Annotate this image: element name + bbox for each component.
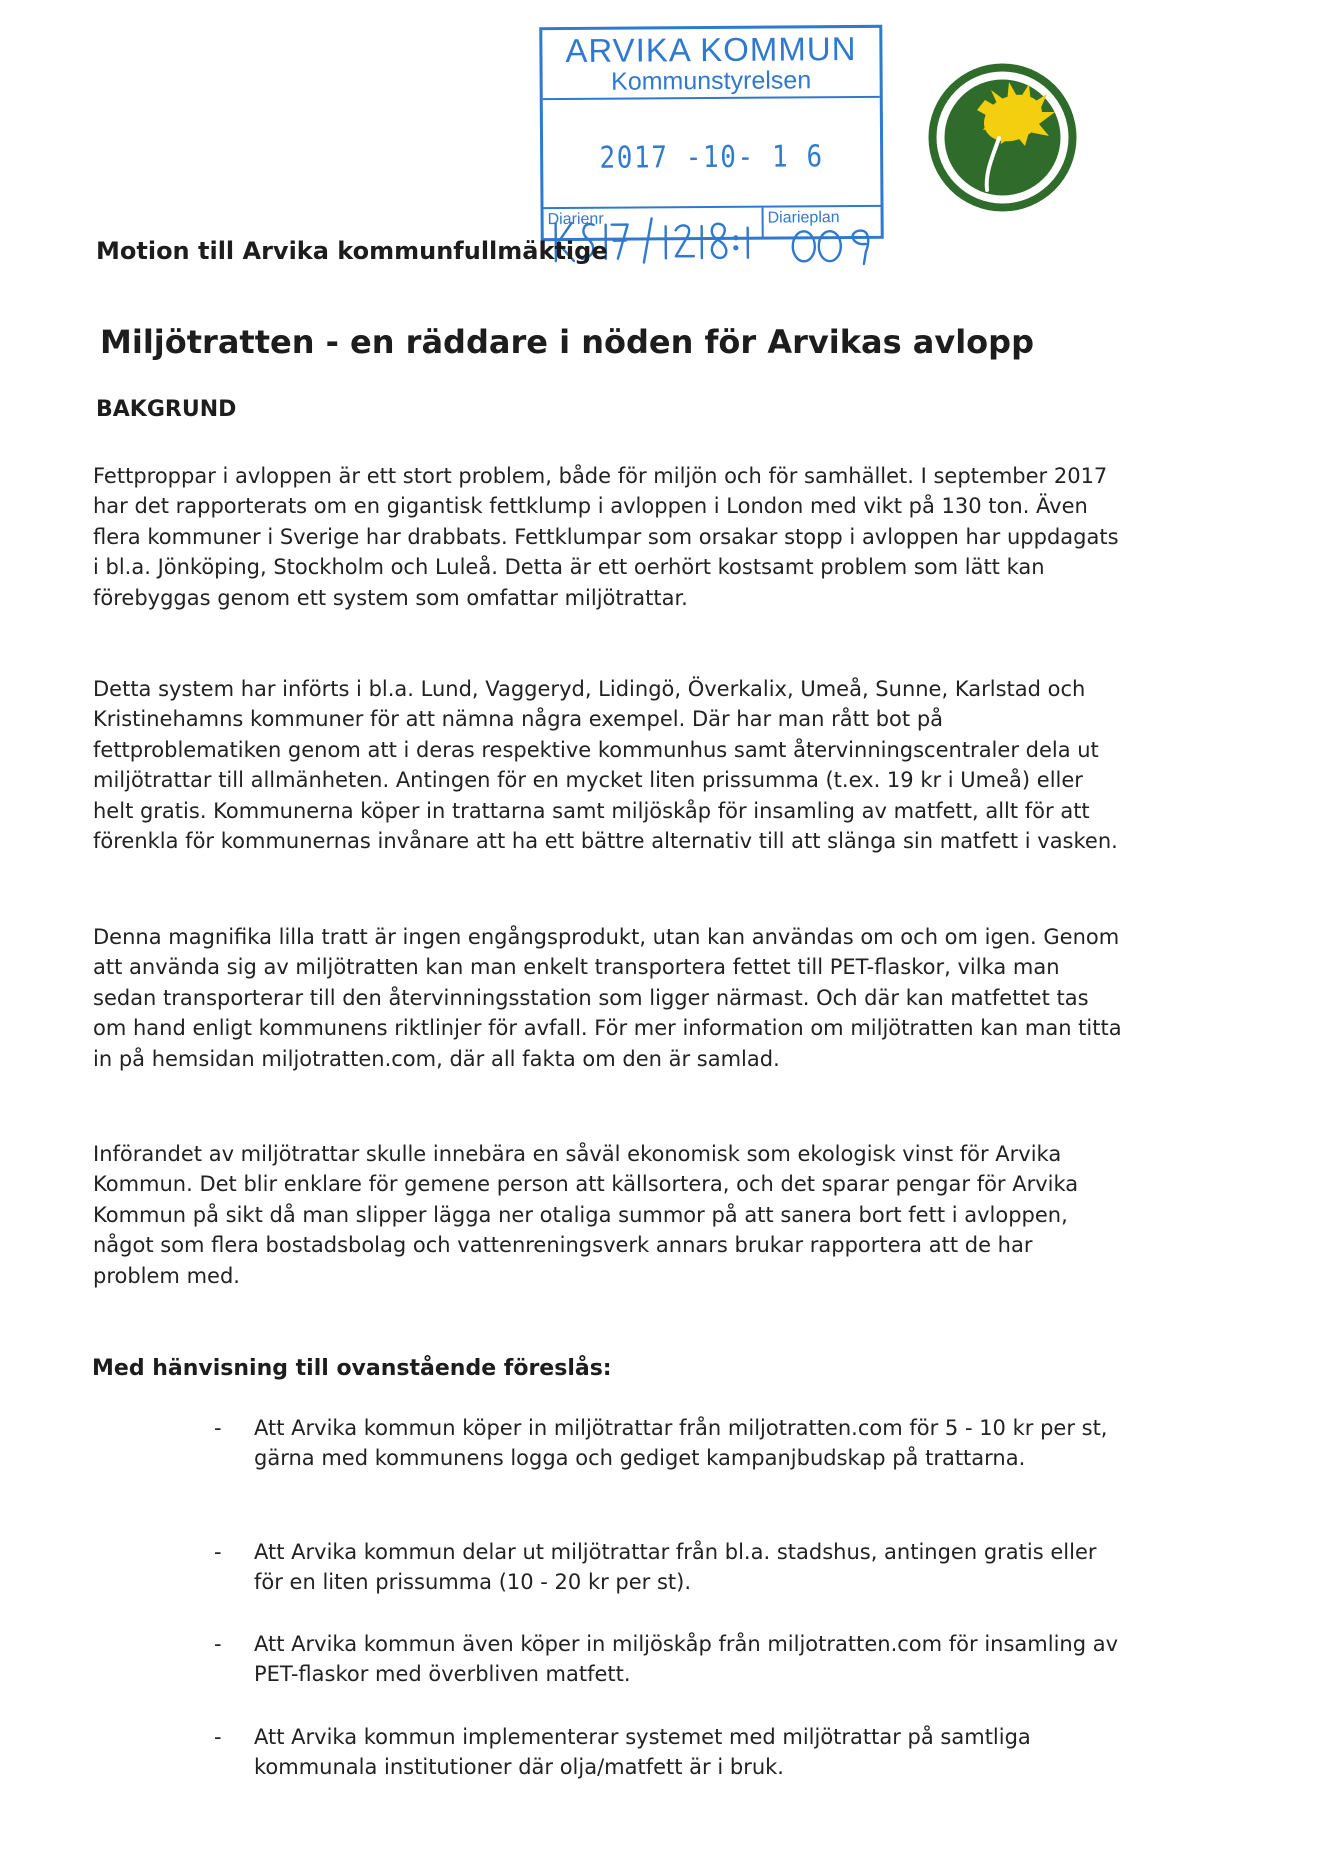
proposal-text: Att Arvika kommun delar ut miljötrattar från bl.a. stadshus, antingen gratis eller för en liten prissumma (10 - 20 kr per st).: [254, 1540, 1097, 1595]
body-paragraph: Denna magnifika lilla tratt är ingen engångsprodukt, utan kan användas om och om igen. Genom att använda sig av miljötratten kan man enkelt transportera fettet till PET-flaskor, vilka man sedan transporterar till den återvinningsstation som ligger närmast. Och där kan matfettet tas om hand enligt kommunens riktlinjer för avfall. För mer information om miljötratten kan man titta in på hemsidan miljotratten.com, där all fakta om den är samlad.: [93, 925, 1122, 1071]
motion-heading: Motion till Arvika kommunfullmäktige: [96, 237, 608, 265]
proposal-text: Att Arvika kommun även köper in miljöskåp från miljotratten.com för insamling av PET-flaskor med överbliven matfett.: [254, 1632, 1119, 1687]
bullet-dash: -: [214, 1725, 222, 1749]
stamp-divider: [543, 96, 880, 100]
stamp-department: Kommunstyrelsen: [610, 66, 812, 96]
registry-stamp: [539, 25, 883, 241]
body-paragraph: Införandet av miljötrattar skulle innebära en såväl ekonomisk som ekologisk vinst för Arvika Kommun. Det blir enklare för gemene person att källsortera, och det sparar pengar för Arvika Kommun på sikt då man slipper lägga ner otaliga summor på att sanera bort fett i avloppen, något som flera bostadsbolag och vattenreningsverk annars brukar rapportera att de har problem med.: [93, 1142, 1079, 1288]
body-paragraph: Fettproppar i avloppen är ett stort problem, både för miljön och för samhället. I september 2017 har det rapporterats om en gigantisk fettklump i avloppen i London med vikt på 130 ton. Även flera kommuner i Sverige har drabbats. Fettklumpar som orsakar stopp i avloppen har uppdagats i bl.a. Jönköping, Stockholm och Luleå. Detta är ett oerhört kostsamt problem som lätt kan förebyggas genom ett system som omfattar miljötrattar.: [93, 464, 1119, 610]
body-paragraph: Detta system har införts i bl.a. Lund, Vaggeryd, Lidingö, Överkalix, Umeå, Sunne, Karlstad och Kristinehamns kommuner för att nämna några exempel. Där har man rått bot på fettproblematiken genom att i deras respektive kommunhus samt återvinningscentraler dela ut miljötrattar till allmänheten. Antingen för en mycket liten prissumma (t.ex. 19 kr i Umeå) eller helt gratis. Kommunerna köper in trattarna samt miljöskåp för insamling av matfett, allt för att förenkla för kommunernas invånare att ha ett bättre alternativ till att slänga sin matfett i vasken.: [93, 677, 1118, 854]
proposals-heading: Med hänvisning till ovanstående föreslås:: [92, 1356, 612, 1381]
proposal-text: Att Arvika kommun implementerar systemet med miljötrattar på samtliga kommunala institutioner där olja/matfett är i bruk.: [254, 1725, 1031, 1780]
bullet-dash: -: [214, 1416, 222, 1440]
handwritten-diarieplan: [784, 224, 884, 269]
bullet-dash: -: [214, 1632, 222, 1656]
stamp-date: 2017 -10- 1 6: [599, 139, 824, 176]
proposal-text: Att Arvika kommun köper in miljötrattar från miljotratten.com för 5 - 10 kr per st, gärna med kommunens logga och gediget kampanjbudskap på trattarna.: [254, 1416, 1108, 1471]
stamp-diarienr-label: Diarienr: [547, 210, 604, 229]
document-title: Miljötratten - en räddare i nöden för Arvikas avlopp: [100, 323, 1034, 361]
stamp-diarieplan-label: Diarieplan: [767, 209, 840, 227]
bullet-dash: -: [214, 1540, 222, 1564]
dandelion-logo-icon: [925, 60, 1080, 215]
stamp-organization: ARVIKA KOMMUN: [565, 29, 857, 70]
section-heading: BAKGRUND: [96, 397, 237, 422]
